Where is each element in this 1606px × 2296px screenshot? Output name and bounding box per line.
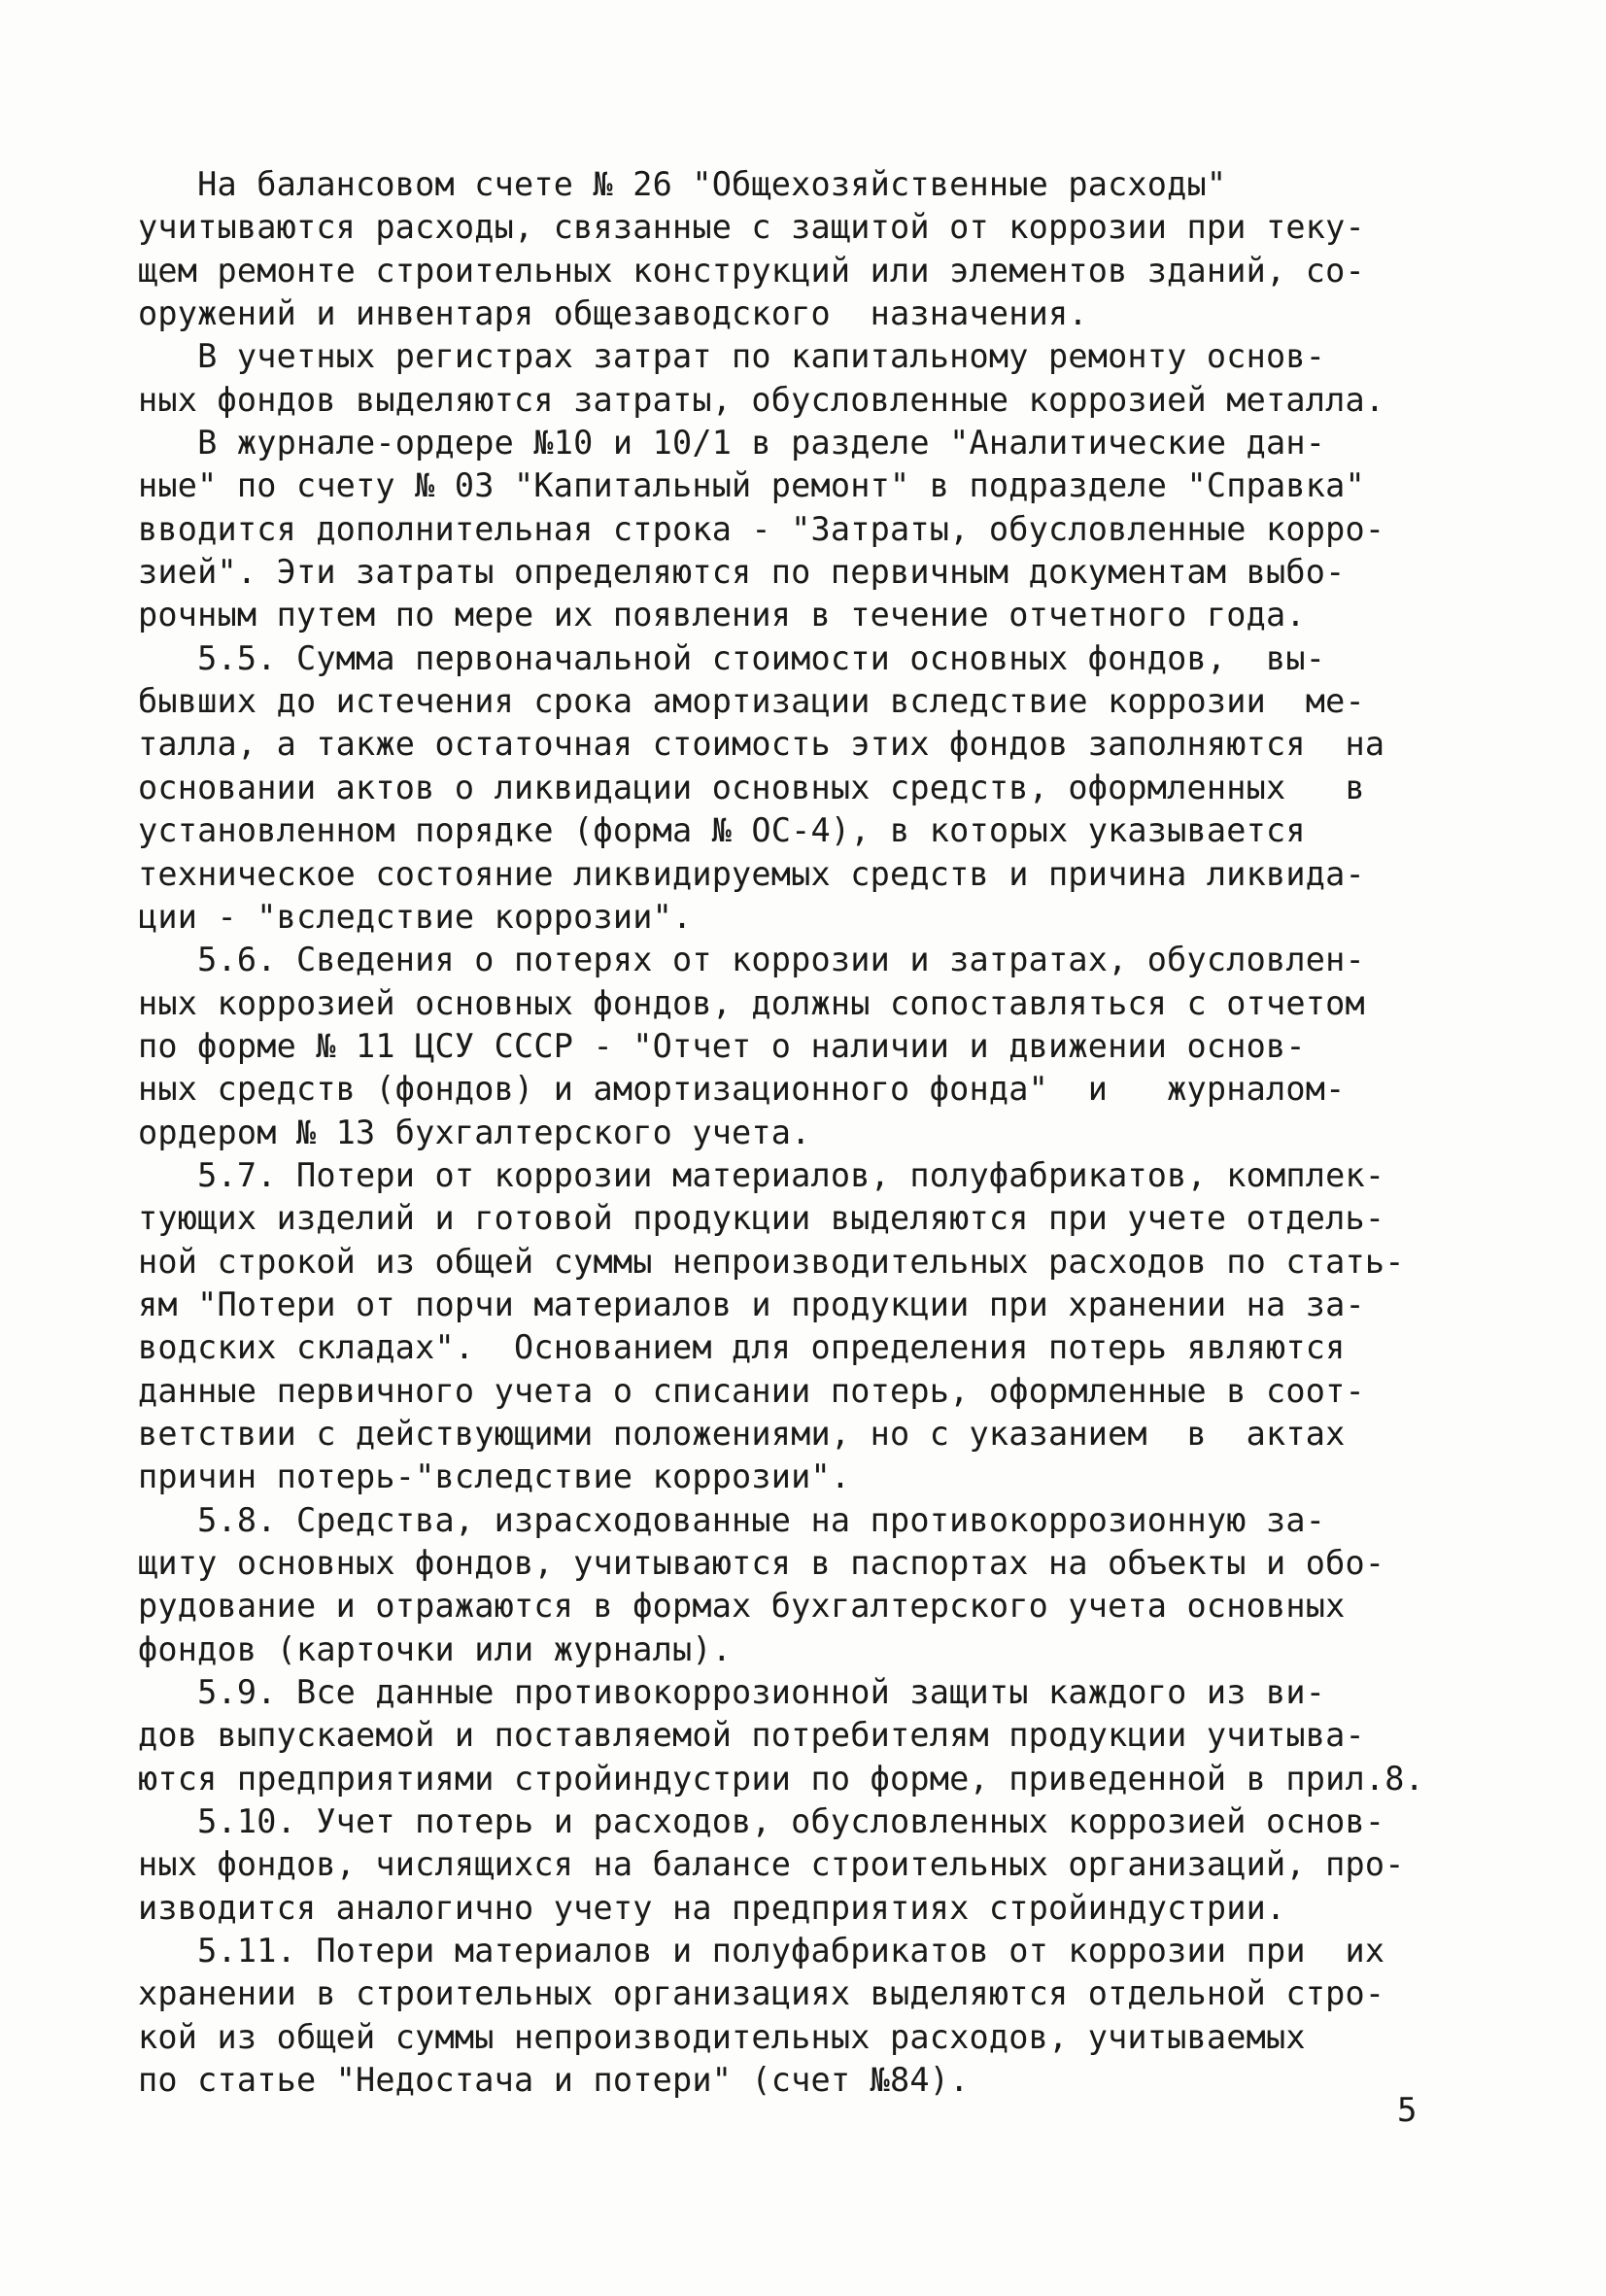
text-line: по форме № 11 ЦСУ СССР - "Отчет о наличии и движении основ- (138, 1026, 1306, 1065)
text-line: 5.6. Сведения о потерях от коррозии и затратах, обусловлен- (138, 941, 1365, 979)
text-line: щиту основных фондов, учитываются в паспортах на объекты и обо- (138, 1544, 1385, 1582)
page-number: 5 (1397, 2091, 1418, 2130)
text-line: ордером № 13 бухгалтерского учета. (138, 1113, 811, 1151)
text-line: В журнале-ордере №10 и 10/1 в разделе "Аналитические дан- (138, 424, 1326, 463)
text-line: 5.11. Потери материалов и полуфабрикатов от коррозии при их (138, 1932, 1385, 1970)
body-text (138, 163, 1445, 2102)
text-line: ям "Потери от порчи материалов и продукции при хранении на за- (138, 1285, 1365, 1323)
text-line: 5.8. Средства, израсходованные на противокоррозионную за- (138, 1500, 1326, 1539)
text-line: техническое состояние ликвидируемых средств и причина ликвида- (138, 854, 1365, 893)
text-line: изводится аналогично учету на предприятиях стройиндустрии. (138, 1888, 1286, 1927)
text-line: дов выпускаемой и поставляемой потребителям продукции учитыва- (138, 1716, 1365, 1755)
text-line: бывших до истечения срока амортизации вследствие коррозии ме- (138, 682, 1365, 721)
text-line: талла, а также остаточная стоимость этих фондов заполняются на (138, 725, 1385, 764)
text-line: ной строкой из общей суммы непроизводительных расходов по стать- (138, 1242, 1405, 1281)
text-line: В учетных регистрах затрат по капитальному ремонту основ- (138, 337, 1326, 376)
text-line: водских складах". Основанием для определения потерь являются (138, 1328, 1346, 1367)
text-line: 5.5. Сумма первоначальной стоимости основных фондов, вы- (138, 638, 1326, 677)
text-line: по статье "Недостача и потери" (счет №84). (138, 2061, 970, 2100)
text-line: тующих изделий и готовой продукции выделяются при учете отдель- (138, 1199, 1385, 1238)
text-line: ветствии с действующими положениями, но с указанием в актах (138, 1414, 1346, 1453)
text-line: ных коррозией основных фондов, должны сопоставляться с отчетом (138, 983, 1365, 1022)
text-line: рудование и отражаются в формах бухгалтерского учета основных (138, 1587, 1346, 1626)
text-line: ются предприятиями стройиндустрии по форме, приведенной в прил.8. (138, 1759, 1424, 1798)
text-line: 5.9. Все данные противокоррозионной защиты каждого из ви- (138, 1673, 1326, 1712)
text-line: На балансовом счете № 26 "Общехозяйственные расходы" (138, 165, 1227, 203)
text-line: рочным путем по мере их появления в течение отчетного года. (138, 596, 1306, 634)
text-line: фондов (карточки или журналы). (138, 1629, 733, 1668)
text-line: 5.7. Потери от коррозии материалов, полуфабрикатов, комплек- (138, 1155, 1385, 1194)
text-line: ции - "вследствие коррозии". (138, 897, 693, 936)
text-line: хранении в строительных организациях выделяются отдельной стро- (138, 1974, 1385, 2013)
text-line: установленном порядке (форма № ОС-4), в которых указывается (138, 811, 1306, 850)
text-line: 5.10. Учет потерь и расходов, обусловленных коррозией основ- (138, 1802, 1385, 1841)
text-line: основании актов о ликвидации основных средств, оформленных в (138, 768, 1365, 806)
text-line: щем ремонте строительных конструкций или элементов зданий, со- (138, 251, 1365, 290)
text-line: учитываются расходы, связанные с защитой от коррозии при теку- (138, 208, 1365, 247)
text-line: зией". Эти затраты определяются по первичным документам выбо- (138, 553, 1346, 592)
text-line: ных фондов, числящихся на балансе строительных организаций, про- (138, 1845, 1405, 1884)
text-line: данные первичного учета о списании потерь, оформленные в соот- (138, 1371, 1365, 1410)
text-line: ных средств (фондов) и амортизационного фонда" и журналом- (138, 1070, 1346, 1109)
text-line: причин потерь-"вследствие коррозии". (138, 1457, 851, 1496)
text-line: оружений и инвентаря общезаводского назначения. (138, 294, 1088, 333)
text-line: вводится дополнительная строка - "Затраты, обусловленные корро- (138, 509, 1385, 548)
text-line: кой из общей суммы непроизводительных расходов, учитываемых (138, 2017, 1306, 2056)
text-line: ных фондов выделяются затраты, обусловленные коррозией металла. (138, 380, 1385, 419)
text-line: ные" по счету № 03 "Капитальный ремонт" в подразделе "Справка" (138, 466, 1365, 505)
